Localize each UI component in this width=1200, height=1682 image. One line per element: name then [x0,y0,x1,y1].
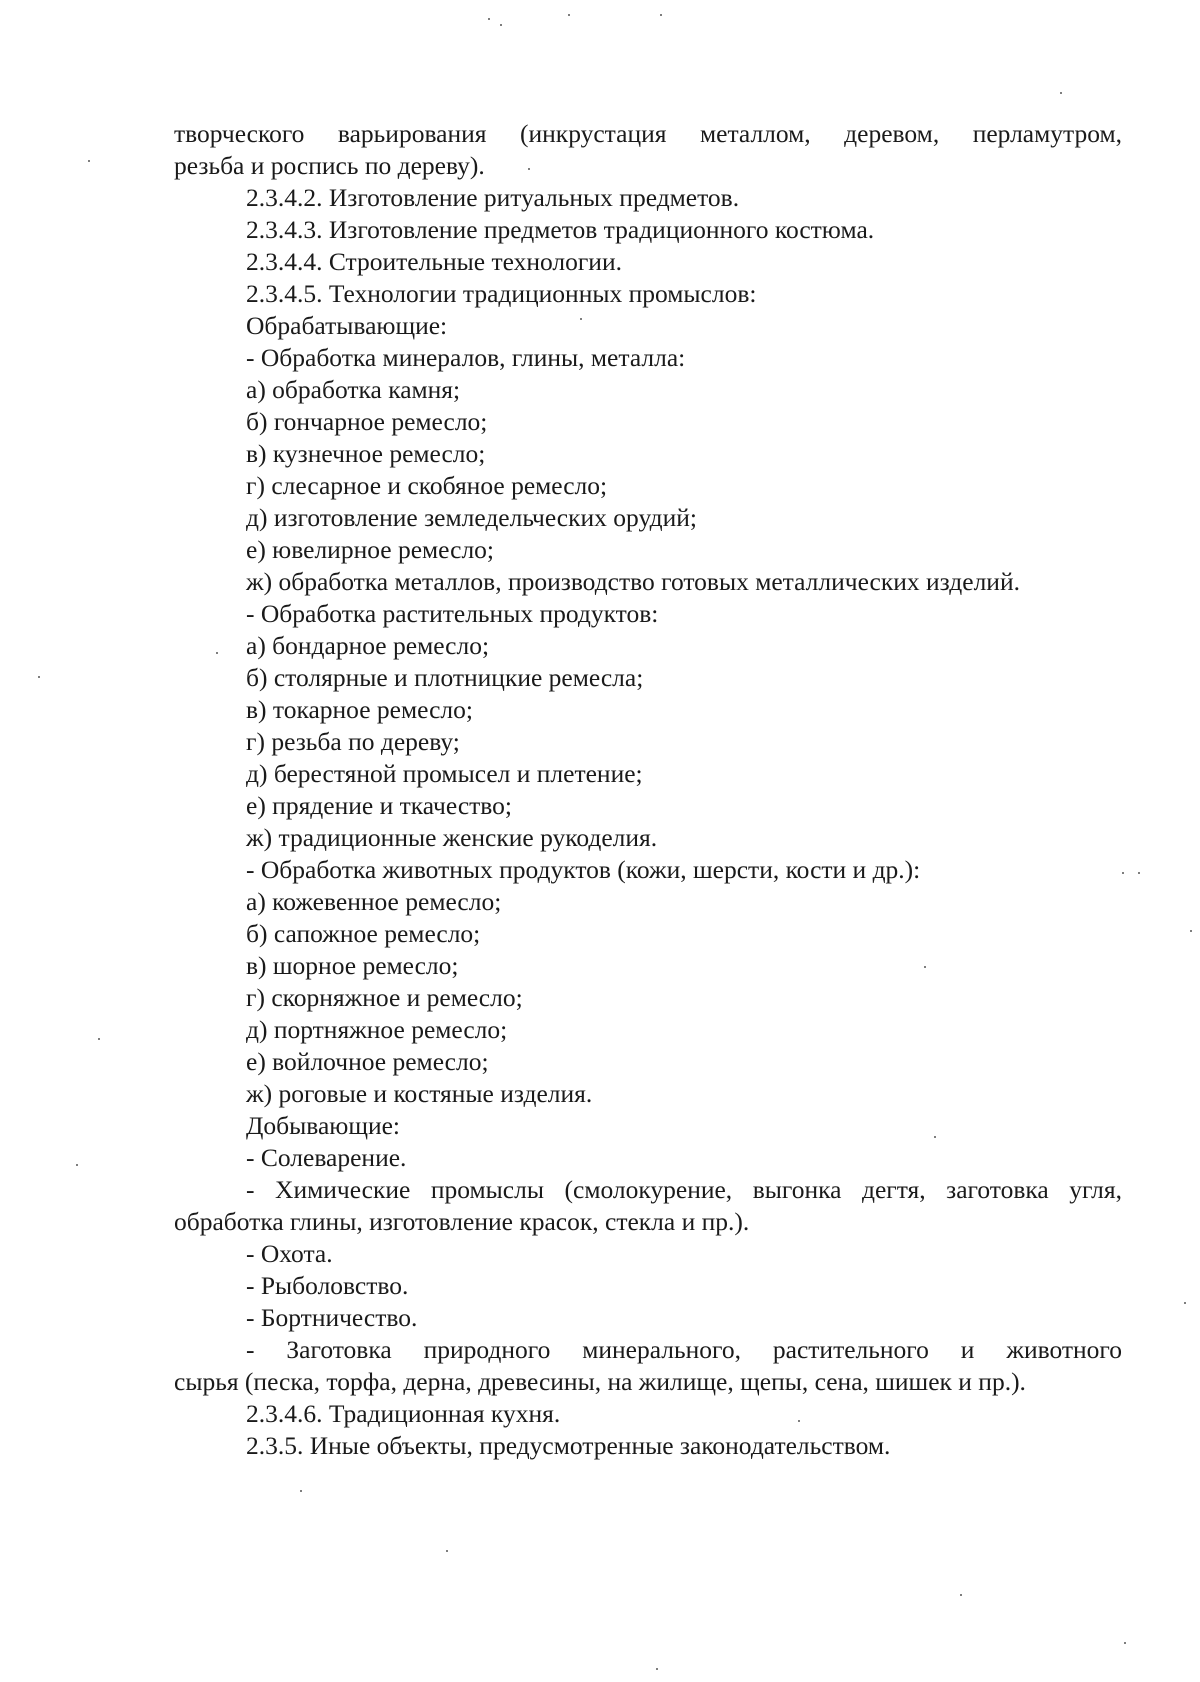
list-item: е) ювелирное ремесло; [246,535,495,564]
list-item-continuation: обработка глины, изготовление красок, стекла и пр.). [174,1207,750,1236]
scan-speck [38,676,40,678]
scan-speck [924,966,926,968]
list-item: - Заготовка природного минерального, растительного и животного [246,1335,1122,1364]
scan-speck [88,160,90,162]
scan-speck [528,168,530,170]
scan-speck [934,1136,936,1138]
list-item: в) шорное ремесло; [246,951,459,980]
section-heading: 2.3.4.6. Традиционная кухня. [246,1399,561,1428]
list-item: а) обработка камня; [246,375,461,404]
scan-speck [568,14,570,16]
list-item: б) сапожное ремесло; [246,919,481,948]
scan-speck [76,1164,78,1166]
scan-speck [98,1038,100,1040]
list-item-continuation: сырья (песка, торфа, дерна, древесины, на жилище, щепы, сена, шишек и пр.). [174,1367,1026,1396]
category-heading: - Обработка растительных продуктов: [246,599,659,628]
paragraph-line: резьба и роспись по дереву). [174,151,485,180]
scan-speck [1124,1642,1126,1644]
list-item: ж) роговые и костяные изделия. [246,1079,593,1108]
list-item: ж) традиционные женские рукоделия. [246,823,658,852]
list-item: - Химические промыслы (смолокурение, выгонка дегтя, заготовка угля, [246,1175,1122,1204]
scan-speck [446,1550,448,1552]
list-item: б) столярные и плотницкие ремесла; [246,663,644,692]
scan-speck [488,18,490,20]
list-item: ж) обработка металлов, производство готовых металлических изделий. [246,567,1020,596]
list-item: а) бондарное ремесло; [246,631,490,660]
group-heading: Добывающие: [246,1111,401,1140]
list-item: - Рыболовство. [246,1271,409,1300]
scan-speck [1184,1302,1186,1304]
scan-speck [1190,930,1192,932]
list-item: г) слесарное и скобяное ремесло; [246,471,608,500]
list-item: е) войлочное ремесло; [246,1047,489,1076]
list-item: г) резьба по дереву; [246,727,460,756]
list-item: д) изготовление земледельческих орудий; [246,503,697,532]
list-item: е) прядение и ткачество; [246,791,512,820]
list-item: - Солеварение. [246,1143,407,1172]
section-heading: 2.3.4.3. Изготовление предметов традиционного костюма. [246,215,875,244]
scan-speck [1138,872,1140,874]
section-heading: 2.3.4.2. Изготовление ритуальных предметов. [246,183,740,212]
scan-speck [660,14,662,16]
list-item: - Бортничество. [246,1303,418,1332]
list-item: д) берестяной промысел и плетение; [246,759,643,788]
scan-speck [300,1490,302,1492]
section-heading: 2.3.5. Иные объекты, предусмотренные законодательством. [246,1431,891,1460]
document-body [174,118,1122,1462]
list-item: а) кожевенное ремесло; [246,887,502,916]
category-heading: - Обработка минералов, глины, металла: [246,343,686,372]
scan-speck [216,652,218,654]
list-item: б) гончарное ремесло; [246,407,488,436]
scan-speck [1122,872,1124,874]
scan-speck [656,1668,658,1670]
scan-speck [1060,92,1062,94]
scan-speck [798,1420,800,1422]
section-heading: 2.3.4.4. Строительные технологии. [246,247,622,276]
list-item: г) скорняжное и ремесло; [246,983,523,1012]
list-item: в) токарное ремесло; [246,695,473,724]
section-heading: 2.3.4.5. Технологии традиционных промыслов: [246,279,757,308]
scan-speck [960,1594,962,1596]
scan-speck [580,318,582,320]
scan-speck [500,24,502,26]
list-item: д) портняжное ремесло; [246,1015,508,1044]
category-heading: - Обработка животных продуктов (кожи, шерсти, кости и др.): [246,855,921,884]
paragraph-line: творческого варьирования (инкрустация металлом, деревом, перламутром, [174,119,1122,148]
group-heading: Обрабатывающие: [246,311,448,340]
list-item: в) кузнечное ремесло; [246,439,486,468]
list-item: - Охота. [246,1239,333,1268]
